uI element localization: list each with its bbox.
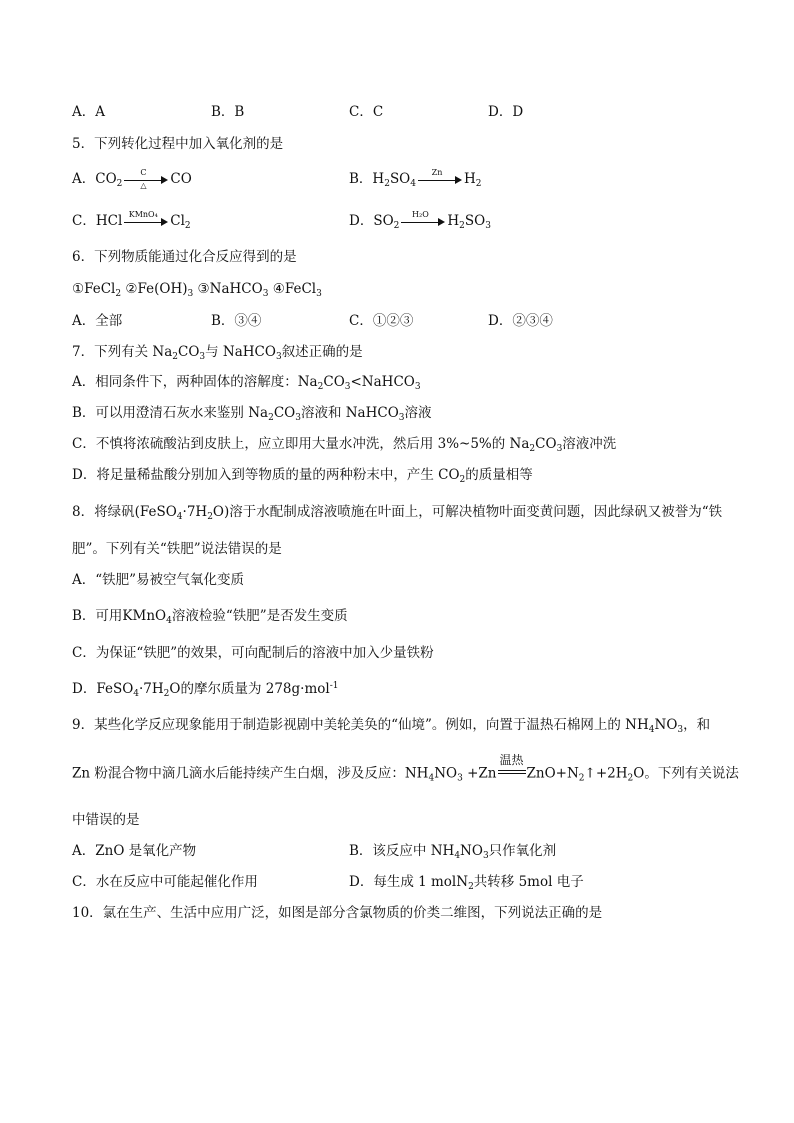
q8-option-a: A．“铁肥”易被空气氧化变质 xyxy=(72,572,245,588)
q6-items: ①FeCl$_2$ $②Fe(OH)_3$ ③NaHCO$_3$ ④FeCl$_3$ xyxy=(72,281,322,299)
q5-option-b: B．$H_2SO_4$ Zn $H_2$ xyxy=(349,167,482,189)
q9-option-d: D．每生成 1 molN$_2$共转移 5mol 电子 xyxy=(349,874,584,892)
q8-stem-line1: 8．将绿矾$(FeSO_4\cdot 7H_2O)$溶于水配制成溶液喷施在叶面上，可解决植物叶面变黄问题，因此绿矾又被誉为“铁 xyxy=(72,504,723,522)
q5-option-a: A．$CO_2$ C △ CO xyxy=(72,167,192,190)
q8-option-b: B．可用KMnO$_4$溶液检验“铁肥”是否发生变质 xyxy=(72,608,348,626)
q8-stem-line2: 肥”。下列有关“铁肥”说法错误的是 xyxy=(72,541,282,557)
q9-stem-line1: 9．某些化学反应现象能用于制造影视剧中美轮美奂的“仙境”。例如，向置于温热石棉网上的 $NH_4NO_3$，和 xyxy=(72,717,711,735)
reaction-equal-sign: 温热 xyxy=(498,764,526,784)
q4-option-d: D．D xyxy=(488,104,524,120)
q6-option-a: A．全部 xyxy=(72,313,123,329)
q9-stem-line3: 中错误的是 xyxy=(72,812,140,828)
q7-option-d: D．将足量稀盐酸分别加入到等物质的量的两种粉末中，产生 $CO_2$的质量相等 xyxy=(72,467,533,485)
reaction-arrow: KMnO₄ xyxy=(124,215,168,229)
q6-stem: 6．下列物质能通过化合反应得到的是 xyxy=(72,249,297,265)
q7-stem: 7．下列有关 $Na_2CO_3$与 NaHCO$_3$叙述正确的是 xyxy=(72,344,363,362)
reaction-arrow: C △ xyxy=(124,173,168,187)
reaction-arrow: H₂O xyxy=(401,215,445,229)
q4-option-c: C．C xyxy=(349,104,384,120)
q6-option-d: D．②③④ xyxy=(488,313,553,329)
q9-option-c: C．水在反应中可能起催化作用 xyxy=(72,874,258,890)
q5-option-d: D．$SO_2$ H₂O $H_2SO_3$ xyxy=(349,209,491,231)
q5-stem: 5．下列转化过程中加入氧化剂的是 xyxy=(72,136,284,152)
q7-option-c: C．不慎将浓硫酸沾到皮肤上，应立即用大量水冲洗，然后用 3%~5%的 $Na_2CO_3$溶液冲洗 xyxy=(72,436,617,454)
reaction-arrow: Zn xyxy=(418,173,462,187)
q4-option-b: B．B xyxy=(211,104,245,120)
q9-option-a: A．ZnO 是氧化产物 xyxy=(72,843,197,859)
q6-option-b: B．③④ xyxy=(211,313,262,329)
q9-stem-line2: Zn 粉混合物中滴几滴水后能持续产生白烟，涉及反应：$NH_4NO_3 +Zn$ 温热 $ZnO+N_2↑+2H_2O$。下列有关说法 xyxy=(72,753,739,784)
q9-option-b: B．该反应中 $NH_4NO_3$只作氧化剂 xyxy=(349,843,557,861)
q4-option-a: A．A xyxy=(72,104,105,120)
q7-option-a: A．相同条件下，两种固体的溶解度：$Na_2CO_3<NaHCO_3$ xyxy=(72,374,421,392)
q6-option-c: C．①②③ xyxy=(349,313,414,329)
q5-option-c: C．HCl KMnO₄ $Cl_2$ xyxy=(72,209,191,231)
q8-option-d: D．$FeSO_4\cdot 7H_2O$的摩尔质量为 278g·mol$^{-1}$ xyxy=(72,681,339,699)
q8-option-c: C．为保证“铁肥”的效果，可向配制后的溶液中加入少量铁粉 xyxy=(72,645,434,661)
q7-option-b: B．可以用澄清石灰水来鉴别 $Na_2CO_3$溶液和 NaHCO$_3$溶液 xyxy=(72,405,432,423)
q10-stem: 10．氯在生产、生活中应用广泛，如图是部分含氯物质的价类二维图，下列说法正确的是 xyxy=(72,905,603,921)
